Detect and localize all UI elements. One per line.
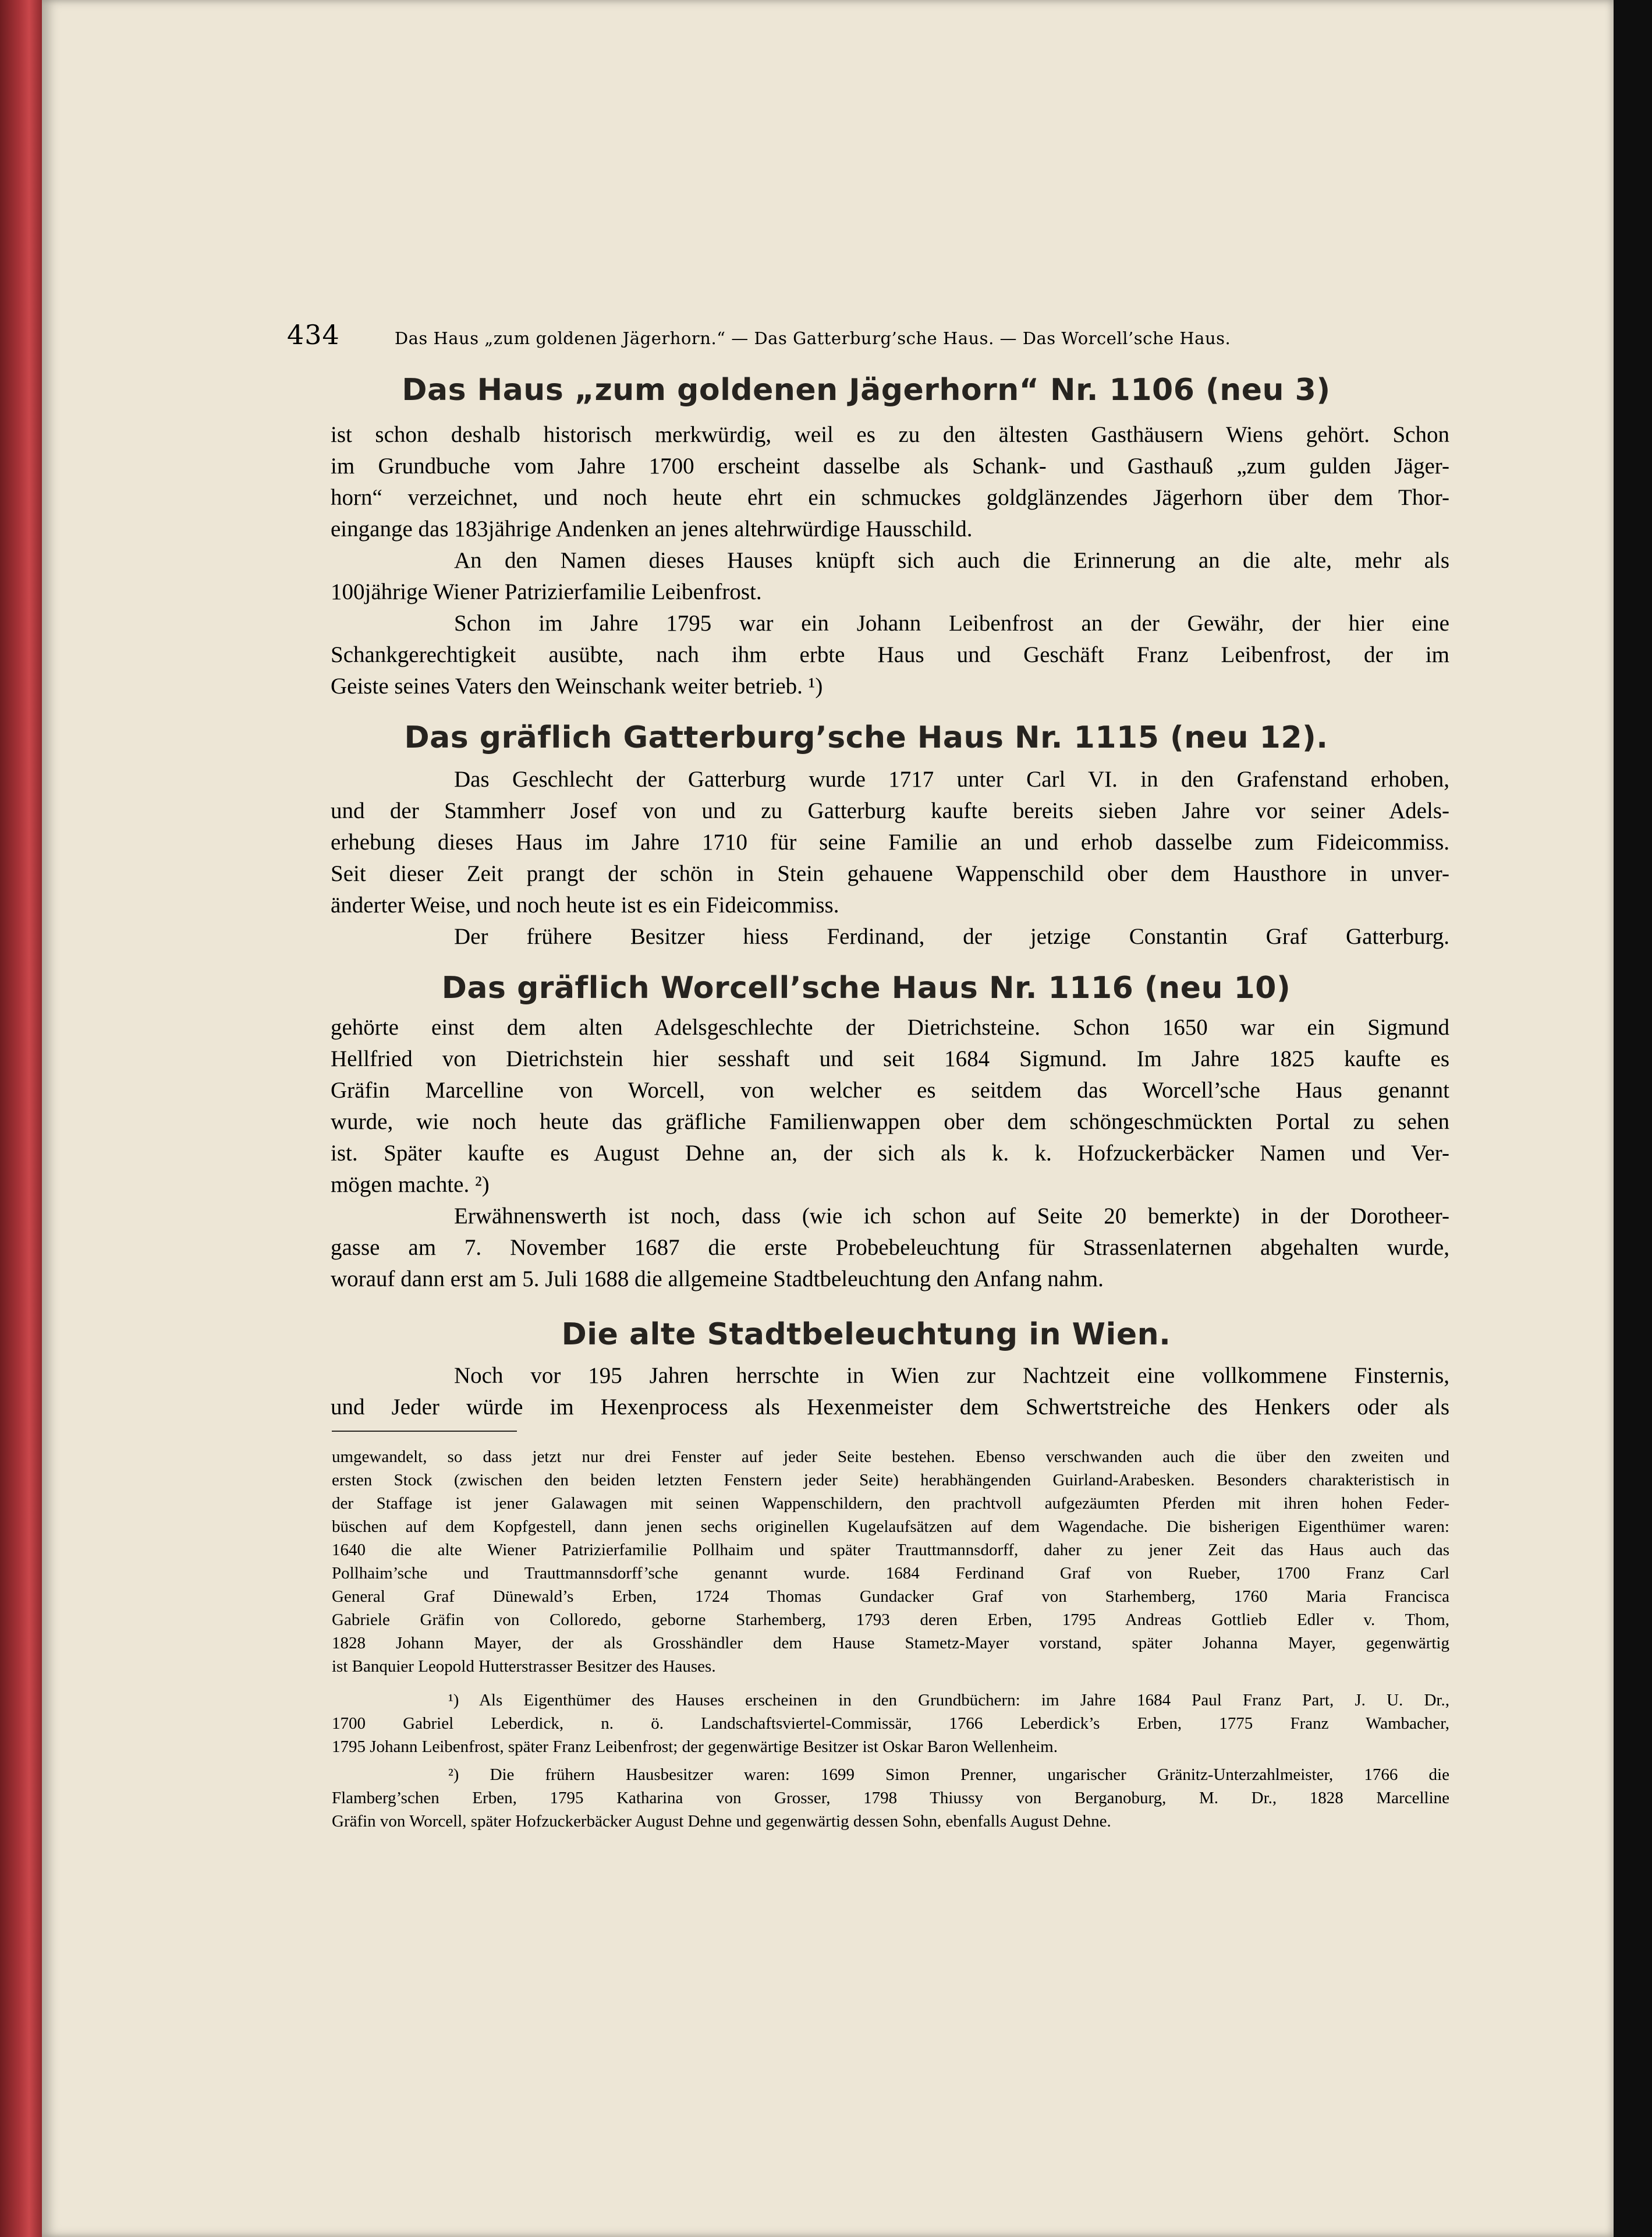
running-header: [287, 319, 1451, 354]
running-title: Das Haus „zum goldenen Jägerhorn.“ — Das Gatterburg’sche Haus. — Das Worcell’sche Haus.: [394, 328, 1231, 348]
footnote-2: ²) Die frühern Hausbesitzer waren: 1699 Simon Prenner, ungarischer Gränitz-Unterzahlmeister, 1766 die: [448, 1765, 1449, 1784]
footnote-line: ersten Stock (zwischen den beiden letzten Fenstern jeder Seite) herabhängenden Guirland-Arabesken. Besonders charakteristisch in: [332, 1471, 1449, 1489]
footnote-line: 1700 Gabriel Leberdick, n. ö. Landschaftsviertel-Commissär, 1766 Leberdick’s Erben, 1775 Franz Wambacher,: [332, 1714, 1449, 1733]
text-line: Das Geschlecht der Gatterburg wurde 1717 unter Carl VI. in den Grafenstand erhoben,: [454, 767, 1449, 792]
text-line: horn“ verzeichnet, und noch heute ehrt ein schmuckes goldglänzendes Jägerhorn über dem Thor-: [331, 485, 1449, 510]
footnote-line: der Staffage ist jener Galawagen mit seinen Wappenschildern, den prachtvoll aufgezäumten Pferden mit ihren hohen Feder-: [332, 1494, 1449, 1513]
text-line: mögen machte. ²): [331, 1172, 490, 1197]
footnote-line: 1828 Johann Mayer, der als Grosshändler dem Hause Stametz-Mayer vorstand, später Johanna Mayer, gegenwärtig: [332, 1634, 1449, 1652]
text-line: Schon im Jahre 1795 war ein Johann Leibenfrost an der Gewähr, der hier eine: [454, 611, 1449, 636]
footnote-line: büschen auf dem Kopfgestell, dann jenen sechs originellen Kugelaufsätzen auf dem Wagendache. Die bisherigen Eigenthümer waren:: [332, 1517, 1449, 1536]
text-line: Der frühere Besitzer hiess Ferdinand, der jetzige Constantin Graf Gatterburg.: [454, 924, 1449, 949]
footnote-line: Gabriele Gräfin von Colloredo, geborne Starhemberg, 1793 deren Erben, 1795 Andreas Gottlieb Edler v. Thom,: [332, 1611, 1449, 1629]
text-line: Noch vor 195 Jahren herrschte in Wien zur Nachtzeit eine vollkommene Finsternis,: [454, 1363, 1449, 1388]
text-line: ist schon deshalb historisch merkwürdig, weil es zu den ältesten Gasthäusern Wiens gehört. Schon: [331, 422, 1449, 447]
text-line: Hellfried von Dietrichstein hier sesshaft und seit 1684 Sigmund. Im Jahre 1825 kaufte es: [331, 1046, 1449, 1071]
text-line: gehörte einst dem alten Adelsgeschlechte der Dietrichsteine. Schon 1650 war ein Sigmund: [331, 1015, 1449, 1040]
text-line: wurde, wie noch heute das gräfliche Familienwappen ober dem schöngeschmückten Portal zu sehen: [331, 1109, 1449, 1134]
footnote-divider: [332, 1431, 517, 1432]
text-line: eingange das 183jährige Andenken an jenes altehrwürdige Hausschild.: [331, 516, 973, 541]
section-heading-worcell: Das gräflich Worcell’sche Haus Nr. 1116 (neu 10): [441, 971, 1291, 1006]
footnote-line: 1795 Johann Leibenfrost, später Franz Leibenfrost; der gegenwärtige Besitzer ist Oskar Baron Wellenheim.: [332, 1737, 1058, 1756]
page-number: 434: [287, 319, 340, 351]
text-line: und der Stammherr Josef von und zu Gatterburg kaufte bereits sieben Jahre vor seiner Adels-: [331, 798, 1449, 823]
text-line: Schankgerechtigkeit ausübte, nach ihm erbte Haus und Geschäft Franz Leibenfrost, der im: [331, 642, 1449, 667]
footnote-line: Pollhaim’sche und Trauttmannsdorff’sche genannt wurde. 1684 Ferdinand Graf von Rueber, 1700 Franz Carl: [332, 1564, 1449, 1583]
footnote-line: ist Banquier Leopold Hutterstrasser Besitzer des Hauses.: [332, 1657, 716, 1676]
footnote-line: Gräfin von Worcell, später Hofzuckerbäcker August Dehne und gegenwärtig dessen Sohn, ebenfalls August Dehne.: [332, 1812, 1111, 1831]
text-line: änderter Weise, und noch heute ist es ein Fideicommiss.: [331, 893, 839, 918]
footnote-line: umgewandelt, so dass jetzt nur drei Fenster auf jeder Seite bestehen. Ebenso verschwanden auch die über den zweiten und: [332, 1447, 1449, 1466]
text-line: An den Namen dieses Hauses knüpft sich auch die Erinnerung an die alte, mehr als: [454, 548, 1449, 573]
footnote-line: 1640 die alte Wiener Patrizierfamilie Pollhaim und später Trauttmannsdorff, daher zu jener Zeit das Haus auch das: [332, 1541, 1449, 1559]
section-heading-stadtbeleuchtung: Die alte Stadtbeleuchtung in Wien.: [561, 1317, 1171, 1352]
text-line: und Jeder würde im Hexenprocess als Hexenmeister dem Schwertstreiche des Henkers oder als: [331, 1394, 1449, 1420]
text-line: erhebung dieses Haus im Jahre 1710 für seine Familie an und erhob dasselbe zum Fideicommiss.: [331, 830, 1449, 855]
text-line: Seit dieser Zeit prangt der schön in Stein gehauene Wappenschild ober dem Hausthore in unver-: [331, 861, 1449, 886]
text-line: gasse am 7. November 1687 die erste Probebeleuchtung für Strassenlaternen abgehalten wurde,: [331, 1235, 1449, 1260]
text-line: ist. Später kaufte es August Dehne an, der sich als k. k. Hofzuckerbäcker Namen und Ver-: [331, 1141, 1449, 1166]
text-line: Erwähnenswerth ist noch, dass (wie ich schon auf Seite 20 bemerkte) in der Dorotheer-: [454, 1204, 1449, 1229]
book-spine-edge: [0, 0, 42, 2237]
text-line: Geiste seines Vaters den Weinschank weiter betrieb. ¹): [331, 674, 823, 699]
text-line: worauf dann erst am 5. Juli 1688 die allgemeine Stadtbeleuchtung den Anfang nahm.: [331, 1266, 1104, 1291]
scan-background-edge: [1614, 0, 1652, 2237]
footnote-line: Flamberg’schen Erben, 1795 Katharina von Grosser, 1798 Thiussy von Berganoburg, M. Dr., 1828 Marcelline: [332, 1789, 1449, 1807]
text-line: 100jährige Wiener Patrizierfamilie Leibenfrost.: [331, 579, 762, 604]
footnote-1: ¹) Als Eigenthümer des Hauses erscheinen in den Grundbüchern: im Jahre 1684 Paul Franz Part, J. U. Dr.,: [448, 1691, 1449, 1709]
section-heading-gatterburg: Das gräflich Gatterburg’sche Haus Nr. 1115 (neu 12).: [404, 720, 1328, 755]
section-heading-jaegerhorn: Das Haus „zum goldenen Jägerhorn“ Nr. 1106 (neu 3): [402, 373, 1331, 408]
text-line: im Grundbuche vom Jahre 1700 erscheint dasselbe als Schank- und Gasthauß „zum gulden Jäger-: [331, 454, 1449, 479]
footnote-line: General Graf Dünewald’s Erben, 1724 Thomas Gundacker Graf von Starhemberg, 1760 Maria Francisca: [332, 1587, 1449, 1606]
text-line: Gräfin Marcelline von Worcell, von welcher es seitdem das Worcell’sche Haus genannt: [331, 1078, 1449, 1103]
